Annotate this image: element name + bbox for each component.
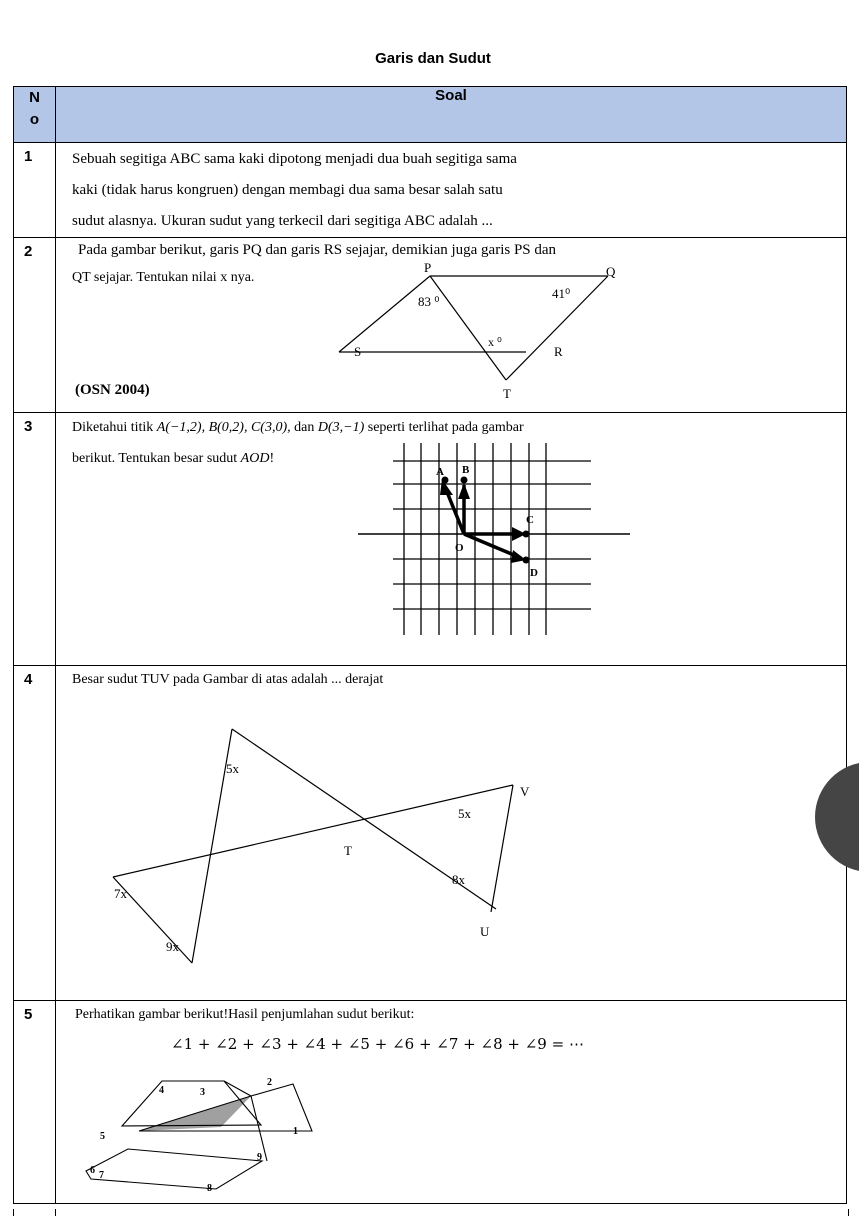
coordinate-grid-figure	[56, 413, 836, 665]
question-text-cell	[56, 666, 847, 1001]
question-number: 3	[14, 413, 56, 666]
question-line: Sebuah segitiga ABC sama kaki dipotong menjadi dua buah segitiga sama	[72, 151, 517, 167]
angle-sum-formula: ∠1 + ∠2 + ∠3 + ∠4 + ∠5 + ∠6 + ∠7 + ∠8 + ∠9 = ⋯	[171, 1035, 584, 1053]
parallelogram-figure	[56, 238, 836, 413]
question-line: sudut alasnya. Ukuran sudut yang terkecil dari segitiga ABC adalah ...	[72, 213, 493, 229]
question-number: 2	[14, 238, 56, 413]
label-angle-q: 41⁰	[552, 286, 571, 301]
polygon-angles-figure	[56, 1001, 836, 1203]
point-d-math: D(3,−1)	[317, 420, 365, 435]
label-angle-x: x ⁰	[488, 335, 502, 349]
label-u: U	[480, 924, 490, 939]
angle-label-7: 7	[99, 1170, 104, 1181]
next-row-stub	[13, 1209, 849, 1216]
label-angle-7x: 7x	[114, 886, 127, 901]
question-line: kaki (tidak harus kongruen) dengan membagi dua sama besar salah satu	[72, 182, 503, 198]
question-number: 5	[14, 1001, 56, 1204]
page-title: Garis dan Sudut	[375, 50, 491, 67]
table-header-row	[14, 87, 847, 143]
label-p: P	[424, 260, 432, 275]
label-angle-8x: 8x	[452, 872, 465, 887]
header-no: N o	[14, 87, 56, 143]
header-soal: Soal	[56, 87, 847, 143]
label-angle-5x-top: 5x	[226, 761, 239, 776]
arrow-b	[458, 483, 470, 499]
question-row-5	[14, 1001, 847, 1204]
text-segment: Diketahui titik	[72, 420, 157, 435]
line-pt	[430, 276, 506, 380]
question-row-1	[14, 143, 847, 238]
angle-label-2: 2	[267, 1077, 272, 1088]
text-segment: !	[269, 451, 275, 466]
label-angle-5x-right: 5x	[458, 806, 471, 821]
label-d: D	[530, 567, 538, 579]
question-row-4	[14, 666, 847, 1001]
label-q: Q	[606, 264, 616, 279]
question-line: QT sejajar. Tentukan nilai x nya.	[72, 270, 255, 285]
label-a: A	[436, 466, 444, 478]
text-segment: seperti terlihat pada gambar	[364, 420, 524, 435]
label-b: B	[462, 464, 470, 476]
text-segment: dan	[290, 420, 318, 435]
angle-label-3: 3	[200, 1087, 205, 1098]
text-segment: berikut. Tentukan besar sudut	[72, 451, 241, 466]
line-ps	[339, 276, 430, 352]
question-number: 4	[14, 666, 56, 1001]
label-t: T	[344, 843, 352, 858]
bowtie-figure	[56, 666, 836, 1000]
question-line: Besar sudut TUV pada Gambar di atas adalah ... derajat	[72, 672, 384, 687]
angle-name: AOD	[240, 451, 270, 466]
angle-label-4: 4	[159, 1085, 164, 1096]
question-text-cell	[56, 413, 847, 666]
line-right-vertical	[491, 785, 513, 912]
points-math: A(−1,2), B(0,2), C(3,0),	[156, 420, 291, 435]
angle-label-6: 6	[90, 1165, 95, 1176]
question-number: 1	[14, 143, 56, 238]
question-line: Perhatikan gambar berikut!Hasil penjumlahan sudut berikut:	[75, 1007, 415, 1022]
question-source: (OSN 2004)	[75, 382, 150, 398]
question-row-3	[14, 413, 847, 666]
question-line: Pada gambar berikut, garis PQ dan garis RS sejajar, demikian juga garis PS dan	[78, 242, 557, 258]
grid-lines	[358, 443, 630, 635]
label-angle-p: 83 ⁰	[418, 294, 440, 309]
angle-label-9: 9	[257, 1152, 262, 1163]
line-diagonal-up	[113, 785, 513, 877]
label-angle-9x: 9x	[166, 939, 179, 954]
lower-pentagon	[86, 1149, 262, 1189]
label-c: C	[526, 514, 534, 526]
question-text-cell	[56, 143, 847, 238]
question-row-2	[14, 238, 847, 413]
angle-label-8: 8	[207, 1183, 212, 1194]
question-text-cell	[56, 1001, 847, 1204]
angle-label-1: 1	[293, 1126, 298, 1137]
label-o: O	[455, 542, 464, 554]
question-text-cell	[56, 238, 847, 413]
label-v: V	[520, 784, 530, 799]
question-table	[13, 86, 847, 1204]
angle-label-5: 5	[100, 1131, 105, 1142]
label-t: T	[503, 386, 511, 401]
label-r: R	[554, 344, 563, 359]
label-s: S	[354, 344, 362, 359]
